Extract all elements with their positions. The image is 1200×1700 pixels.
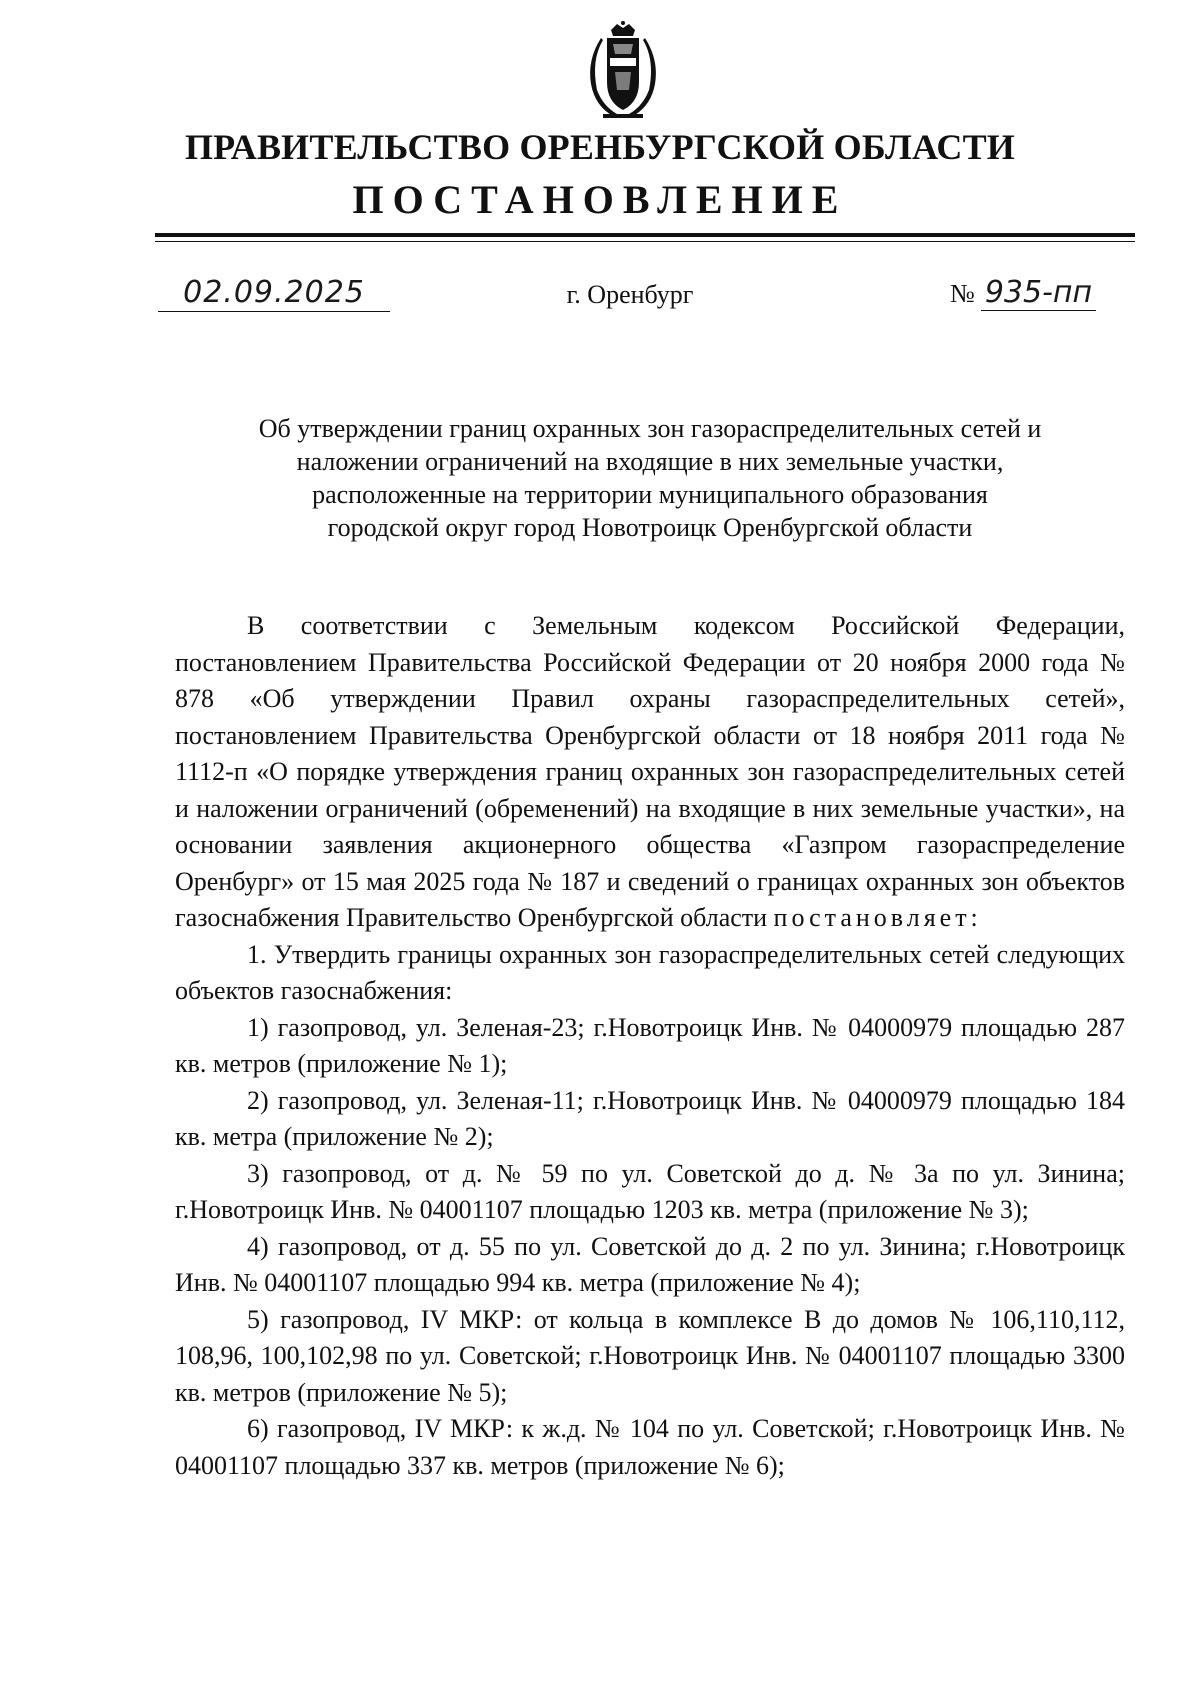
list-item: 1) газопровод, ул. Зеленая-23; г.Новотроицк Инв. № 04000979 площадью 287 кв. метров (приложение № 1); [175, 1012, 1125, 1078]
preamble-text: В соответствии с Земельным кодексом Российской Федерации, постановлением Правительства Российской Федерации от 20 ноября 2000 года № 878 «Об утверждении Правил охраны газораспределительных сетей», постановлением Правительства Оренбургской области от 18 ноября 2011 года № 1112-п «О порядке утверждения границ охранных зон газораспределительных сетей и наложении ограничений (обременений) на входящие в них земельные участки», на основании заявления акционерного общества «Газпром газораспределение Оренбург» от 15 мая 2025 года № 187 и сведений о границах охранных зон объектов газоснабжения Правительство Оренбургской области [175, 611, 1125, 932]
list-item: 6) газопровод, IV МКР: к ж.д. № 104 по ул. Советской; г.Новотроицк Инв. № 04001107 площадью 337 кв. метров (приложение № 6); [175, 1414, 1125, 1480]
document-date-field [158, 275, 390, 312]
header-divider-thick [155, 233, 1135, 237]
list-item: 5) газопровод, IV МКР: от кольца в комплексе В до домов № 106,110,112, 108,96, 100,102,98 по ул. Советской; г.Новотроицк Инв. № 04001107 площадью 3300 кв. метров (приложение № 5); [175, 1304, 1125, 1407]
header-divider-thin [155, 241, 1135, 242]
list-item: 3) газопровод, от д. № 59 по ул. Советской до д. № 3а по ул. Зинина; г.Новотроицк Инв. № 04001107 площадью 1203 кв. метра (приложение № 3); [175, 1158, 1125, 1224]
document-date: 02.09.2025 [183, 275, 365, 310]
document-body [175, 608, 1125, 1484]
document-number-field [950, 275, 1096, 312]
list-item: 2) газопровод, ул. Зеленая-11; г.Новотроицк Инв. № 04000979 площадью 184 кв. метра (приложение № 2); [175, 1085, 1125, 1151]
title-line: городской округ город Новотроицк Оренбургской области [327, 513, 973, 542]
title-line: наложении ограничений на входящие в них земельные участки, [296, 447, 1004, 476]
document-number: 935-пп [981, 275, 1096, 311]
document-type: ПОСТАНОВЛЕНИЕ [352, 177, 848, 222]
list-item: 4) газопровод, от д. 55 по ул. Советской до д. 2 по ул. Зинина; г.Новотроицк Инв. № 04001107 площадью 994 кв. метра (приложение № 4); [175, 1231, 1125, 1297]
clause-1: 1. Утвердить границы охранных зон газораспределительных сетей следующих объектов газоснабжения: [175, 939, 1125, 1005]
title-line: Об утверждении границ охранных зон газораспределительных сетей и [258, 414, 1042, 443]
preamble-paragraph [175, 608, 1125, 937]
title-line: расположенные на территории муниципального образования [312, 480, 988, 509]
preamble-verb: постановляет: [773, 903, 982, 932]
number-sign: № [950, 279, 975, 308]
organization-name: ПРАВИТЕЛЬСТВО ОРЕНБУРГСКОЙ ОБЛАСТИ [184, 127, 1016, 167]
document-title [175, 412, 1125, 544]
orenburg-coat-of-arms-icon [573, 20, 673, 120]
document-city: г. Оренбург [566, 280, 694, 309]
